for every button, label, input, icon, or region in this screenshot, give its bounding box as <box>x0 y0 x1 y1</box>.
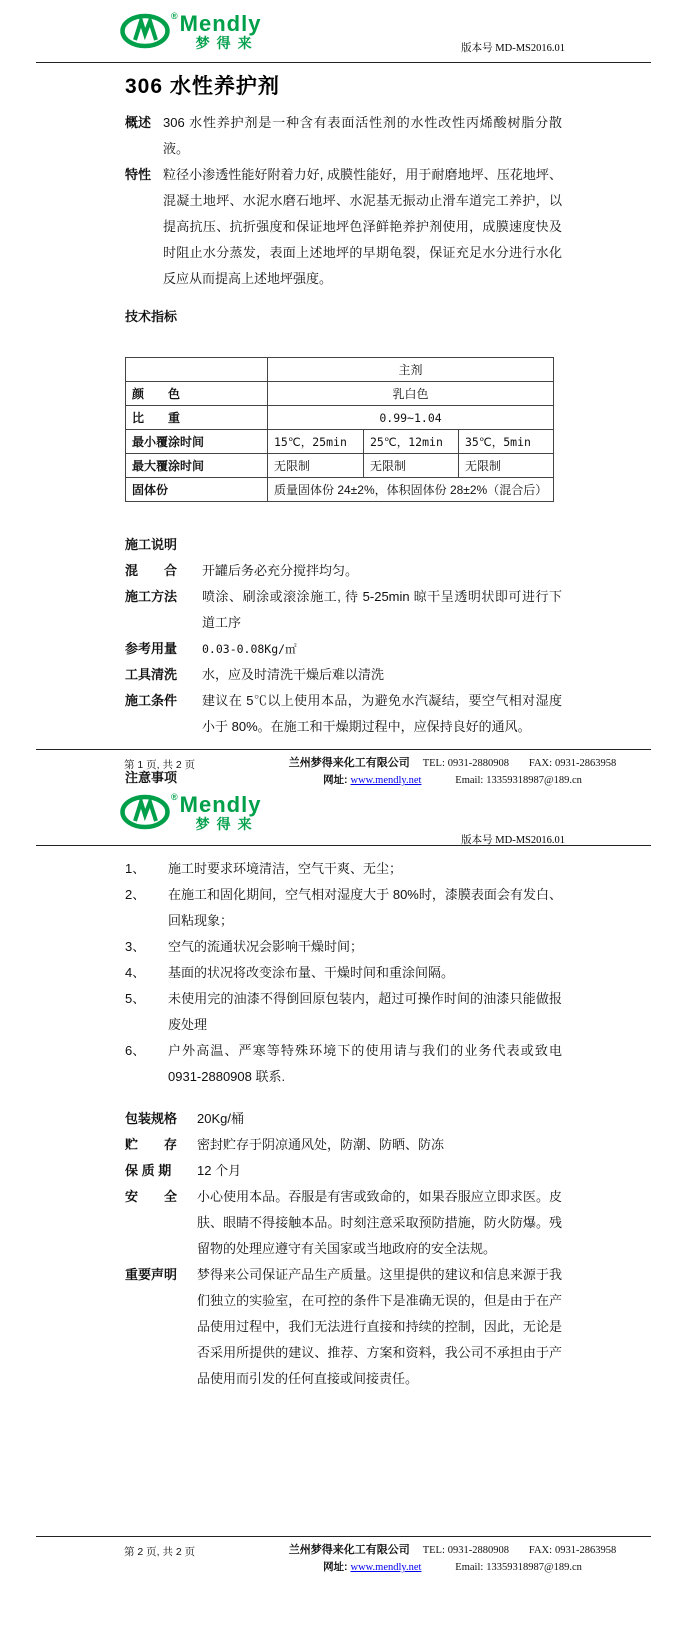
brand-name-cn: 梦得来 <box>195 35 259 51</box>
spec-min-recoat-15c: 15℃，25min <box>268 430 364 454</box>
list-number: 3、 <box>125 939 146 954</box>
header-divider <box>36 845 651 846</box>
table-row <box>126 478 554 502</box>
mixing-text: 开罐后务必充分搅拌均匀。 <box>202 563 359 578</box>
tel-number: 0931-2880908 <box>447 1545 510 1556</box>
list-item <box>125 934 562 960</box>
tool-cleaning-text: 水，应及时清洗干燥后难以清洗 <box>202 667 385 682</box>
tech-spec-heading: 技术指标 <box>125 309 178 324</box>
conditions-row <box>125 688 562 740</box>
list-item <box>125 856 562 882</box>
features-text: 粒径小渗透性能好附着力好, 成膜性能好，用于耐磨地坪、压花地坪、混凝土地坪、水泥水磨石地坪、水泥基无振动止滑车道完工养护，以提高抗压、抗折强度和保证地坪色泽鲜艳养护剂使用，成膜速度快及时阻止水分蒸发，表面上述地坪的早期龟裂，保证充足水分进行水化反应从而提高上述地坪强度。 <box>163 167 562 286</box>
company-info <box>254 755 651 789</box>
method-row <box>125 584 562 636</box>
safety-label: 安 全 <box>125 1189 178 1204</box>
fax-label: FAX: <box>528 758 553 769</box>
spec-header-main-agent: 主剂 <box>268 358 554 382</box>
conditions-label: 施工条件 <box>125 693 178 708</box>
list-text: 施工时要求环境清洁，空气干爽、无尘； <box>168 861 403 876</box>
page-number: 第 2 页, 共 2 页 <box>124 1546 196 1558</box>
list-number: 2、 <box>125 887 146 902</box>
packaging-label: 包装规格 <box>125 1111 178 1126</box>
tel-number: 0931-2880908 <box>447 758 510 769</box>
mixing-label: 混 合 <box>125 563 178 578</box>
list-item <box>125 1038 562 1090</box>
table-row <box>126 382 554 406</box>
overview-text: 306 水性养护剂是一种含有表面活性剂的水性改性丙烯酸树脂分散液。 <box>163 115 562 156</box>
brand-logo <box>120 13 261 51</box>
list-text: 基面的状况将改变涂布量、干燥时间和重涂间隔。 <box>168 965 455 980</box>
company-info <box>254 1542 651 1576</box>
company-name: 兰州梦得来化工有限公司 <box>288 1544 410 1556</box>
storage-label: 贮 存 <box>125 1137 178 1152</box>
brand-wordmark <box>180 794 262 832</box>
packaging-row <box>125 1106 562 1132</box>
tool-cleaning-row <box>125 662 562 688</box>
list-item <box>125 960 562 986</box>
email-address: 13359318987@189.cn <box>486 1562 582 1573</box>
spec-header-empty-cell <box>126 358 268 382</box>
overview-row <box>125 110 562 162</box>
table-row <box>126 406 554 430</box>
version-label: 版本号 MD-MS2016.01 <box>461 835 565 846</box>
table-row <box>126 454 554 478</box>
email-label: Email: <box>455 1562 484 1573</box>
dosage-label: 参考用量 <box>125 641 178 656</box>
tool-cleaning-label: 工具清洗 <box>125 667 178 682</box>
registered-trademark: ® <box>171 792 178 802</box>
fax-number: 0931-2863958 <box>554 758 617 769</box>
list-number: 5、 <box>125 991 146 1006</box>
table-row <box>126 358 554 382</box>
shelf-life-text: 12 个月 <box>197 1163 242 1178</box>
logo-oval-m-icon <box>120 794 170 830</box>
storage-text: 密封贮存于阴凉通风处，防潮、防晒、防冻 <box>197 1137 445 1152</box>
spec-label-solids: 固体份 <box>126 478 268 502</box>
website-label: 网址: <box>323 774 348 786</box>
brand-name-en: Mendly <box>179 11 262 36</box>
list-text: 在施工和固化期间，空气相对湿度大于 80%时，漆膜表面会有发白、回粘现象； <box>168 887 562 928</box>
shelf-life-label: 保 质 期 <box>125 1163 172 1178</box>
tel-label: TEL: <box>422 1545 445 1556</box>
table-row <box>126 430 554 454</box>
tech-spec-table <box>125 357 554 502</box>
page-2-footer <box>36 1536 651 1576</box>
spec-label-max-recoat: 最大覆涂时间 <box>126 454 268 478</box>
spec-min-recoat-25c: 25℃，12min <box>364 430 459 454</box>
brand-wordmark <box>180 13 262 51</box>
page-1-content <box>0 70 687 791</box>
list-number: 1、 <box>125 861 146 876</box>
shelf-life-row <box>125 1158 562 1184</box>
registered-trademark: ® <box>171 11 178 21</box>
page-title: 306 水性养护剂 <box>125 75 280 98</box>
header-divider <box>36 62 651 63</box>
list-text: 空气的流通状况会影响干燥时间； <box>168 939 364 954</box>
spec-label-color: 颜 色 <box>126 382 268 406</box>
spec-max-recoat-1: 无限制 <box>268 454 364 478</box>
list-text: 户外高温、严寒等特殊环境下的使用请与我们的业务代表或致电 0931-2880908 联系. <box>168 1043 562 1084</box>
construction-heading: 施工说明 <box>125 537 178 552</box>
list-text: 未使用完的油漆不得倒回原包装内，超过可操作时间的油漆只能做报废处理 <box>168 991 562 1032</box>
spec-label-min-recoat: 最小覆涂时间 <box>126 430 268 454</box>
conditions-text: 建议在 5℃以上使用本品，为避免水汽凝结，要空气相对湿度小于 80%。在施工和干燥期过程中，应保持良好的通风。 <box>202 693 562 734</box>
company-line-2 <box>254 772 651 789</box>
safety-text: 小心使用本品。吞服是有害或致命的，如果吞服应立即求医。皮肤、眼睛不得接触本品。时刻注意采取预防措施，防火防爆。残留物的处理应遵守有关国家或当地政府的安全法规。 <box>197 1189 562 1256</box>
list-item <box>125 882 562 934</box>
dosage-row <box>125 636 562 662</box>
website-link[interactable]: www.mendly.net <box>350 775 422 786</box>
list-number: 4、 <box>125 965 146 980</box>
spec-min-recoat-35c: 35℃，5min <box>459 430 554 454</box>
company-name: 兰州梦得来化工有限公司 <box>288 757 410 769</box>
page-1-footer <box>36 749 651 789</box>
spec-max-recoat-3: 无限制 <box>459 454 554 478</box>
disclaimer-row <box>125 1262 562 1392</box>
disclaimer-text: 梦得来公司保证产品生产质量。这里提供的建议和信息来源于我们独立的实验室，在可控的条件下是准确无误的，但是由于在产品使用过程中，我们无法进行直接和持续的控制，因此，无论是否采用所提供的建议、推荐、方案和资料，我公司不承担由于产品使用而引发的任何直接或间接责任。 <box>197 1267 562 1386</box>
spec-label-gravity: 比 重 <box>126 406 268 430</box>
mixing-row <box>125 558 562 584</box>
brand-logo <box>120 794 261 832</box>
method-text: 喷涂、刷涂或滚涂施工, 待 5-25min 晾干呈透明状即可进行下道工序 <box>202 589 562 630</box>
dosage-text: 0.03-0.08Kg/㎡ <box>202 642 297 656</box>
tel-label: TEL: <box>422 758 445 769</box>
features-label: 特性 <box>125 167 152 182</box>
features-row <box>125 162 562 292</box>
notes-heading: 注意事项 <box>125 770 178 785</box>
page-2 <box>0 790 687 1638</box>
company-line-2 <box>254 1559 651 1576</box>
email-label: Email: <box>455 775 484 786</box>
spec-value-color: 乳白色 <box>268 382 554 406</box>
page-number: 第 1 页, 共 2 页 <box>124 759 196 771</box>
list-number: 6、 <box>125 1043 146 1058</box>
disclaimer-label: 重要声明 <box>125 1267 178 1282</box>
spec-max-recoat-2: 无限制 <box>364 454 459 478</box>
version-label: 版本号 MD-MS2016.01 <box>461 43 565 54</box>
fax-label: FAX: <box>528 1545 553 1556</box>
method-label: 施工方法 <box>125 589 178 604</box>
email-address: 13359318987@189.cn <box>486 775 582 786</box>
storage-row <box>125 1132 562 1158</box>
packaging-text: 20Kg/桶 <box>197 1111 244 1126</box>
logo-oval-m-icon <box>120 13 170 49</box>
website-link[interactable]: www.mendly.net <box>350 1562 422 1573</box>
company-line-1 <box>254 755 651 772</box>
brand-name-en: Mendly <box>179 792 262 817</box>
fax-number: 0931-2863958 <box>554 1545 617 1556</box>
brand-name-cn: 梦得来 <box>195 816 259 832</box>
company-line-1 <box>254 1542 651 1559</box>
list-item <box>125 986 562 1038</box>
safety-row <box>125 1184 562 1262</box>
spec-value-solids: 质量固体份 24±2%，体积固体份 28±2%（混合后） <box>268 478 554 502</box>
spec-value-gravity: 0.99~1.04 <box>268 406 554 430</box>
page-1 <box>0 0 687 790</box>
website-label: 网址: <box>323 1561 348 1573</box>
overview-label: 概述 <box>125 115 152 130</box>
page-2-content <box>0 856 687 1392</box>
